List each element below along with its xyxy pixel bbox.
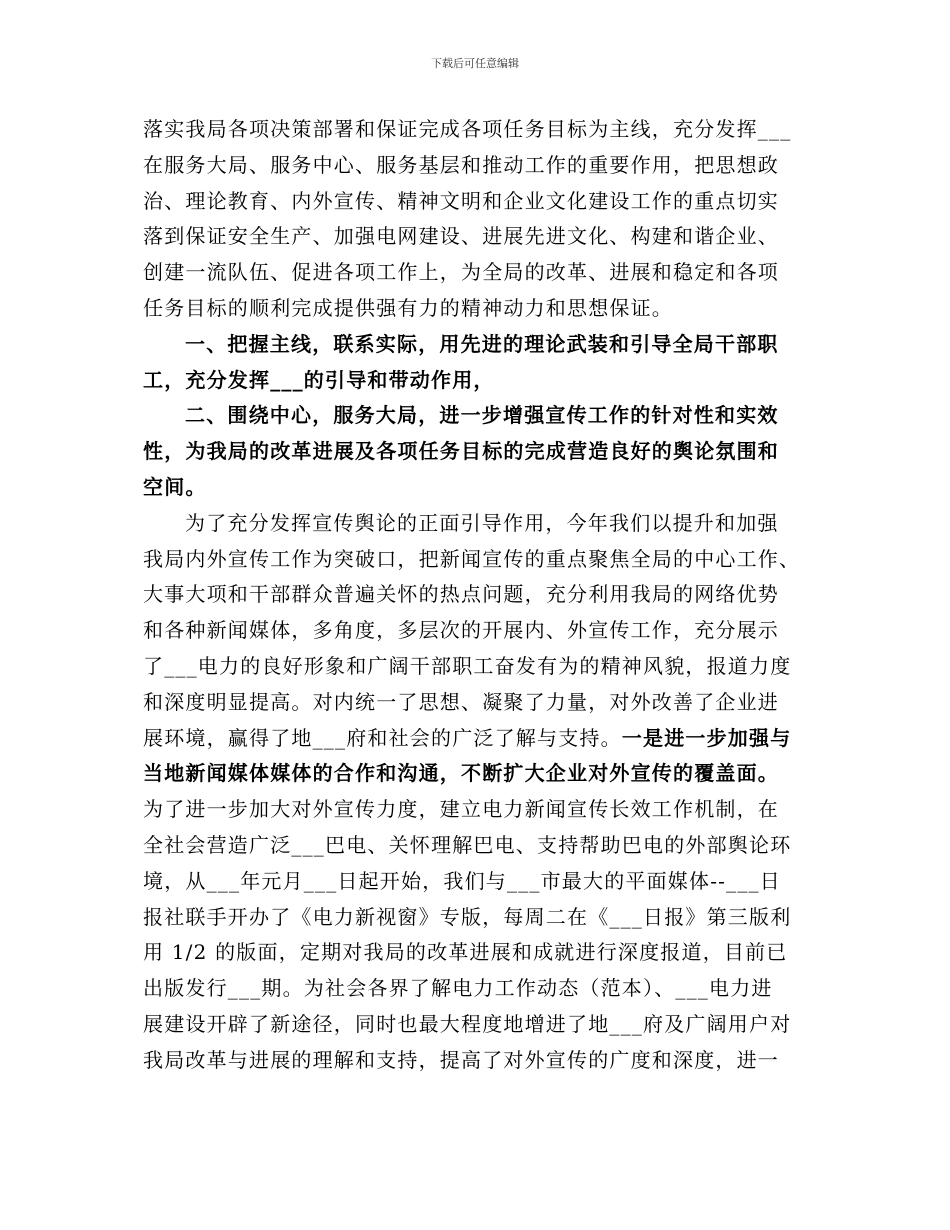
- paragraph-line: 境，从___年元月___日起开始，我们与___市最大的平面媒体--___日: [143, 868, 781, 893]
- paragraph-line: 展建设开辟了新途径，同时也最大程度地增进了地___府及广阔用户对: [143, 1011, 792, 1036]
- paragraph-line: 落到保证安全生产、加强电网建设、进展先进文化、构建和谐企业、: [143, 224, 779, 249]
- paragraph-line: 在服务大局、服务中心、服务基层和推动工作的重要作用，把思想政: [143, 152, 779, 177]
- paragraph-line: 为了充分发挥宣传舆论的正面引导作用，今年我们以提升和加强: [185, 510, 779, 535]
- paragraph-line: 任务目标的顺利完成提供强有力的精神动力和思想保证。: [143, 295, 673, 320]
- paragraph-line: 我局改革与进展的理解和支持，提高了对外宣传的广度和深度，进一: [143, 1047, 779, 1072]
- section-heading-1: 一、把握主线，联系实际，用先进的理论武装和引导全局干部职: [185, 331, 779, 356]
- paragraph-text: 展环境，赢得了地___府和社会的广泛了解与支持。: [143, 725, 622, 750]
- bold-lead-in-cont: 当地新闻媒体媒体的合作和沟通，不断扩大企业对外宣传的覆盖面。: [143, 761, 779, 786]
- paragraph-line: 创建一流队伍、促进各项工作上，为全局的改革、进展和稳定和各项: [143, 260, 779, 285]
- paragraph-line: 和各种新闻媒体，多角度，多层次的开展内、外宣传工作，充分展示: [143, 618, 779, 643]
- paragraph-line: 治、理论教育、内外宣传、精神文明和企业文化建设工作的重点切实: [143, 188, 779, 213]
- document-body: [143, 112, 811, 1079]
- page-header: 下载后可任意编辑: [431, 57, 519, 70]
- section-heading-2-cont: 空间。: [143, 474, 207, 499]
- paragraph-line: 和深度明显提高。对内统一了思想、凝聚了力量，对外改善了企业进: [143, 689, 779, 714]
- paragraph-line: 为了进一步加大对外宣传力度，建立电力新闻宣传长效工作机制，在: [143, 797, 779, 822]
- paragraph-line: 用 1/2 的版面，定期对我局的改革进展和成就进行深度报道，目前已: [143, 940, 788, 965]
- paragraph-line: 大事大项和干部群众普遍关怀的热点问题，充分利用我局的网络优势: [143, 582, 779, 607]
- section-heading-2: 二、围绕中心，服务大局，进一步增强宣传工作的针对性和实效: [185, 403, 779, 428]
- section-heading-1-cont: 工，充分发挥___的引导和带动作用，: [143, 367, 495, 392]
- paragraph-line: 了___电力的良好形象和广阔干部职工奋发有为的精神风貌，报道力度: [143, 653, 792, 678]
- paragraph-line: 全社会营造广泛___巴电、关怀理解巴电、支持帮助巴电的外部舆论环: [143, 832, 792, 857]
- paragraph-line: 报社联手开办了《电力新视窗》专版，每周二在《___日报》第三版利: [143, 904, 792, 929]
- bold-lead-in: 一是进一步加强与: [621, 725, 792, 750]
- paragraph-line-mixed: [143, 721, 811, 757]
- paragraph-line: 落实我局各项决策部署和保证完成各项任务目标为主线，充分发挥___: [143, 117, 792, 141]
- paragraph-line: 我局内外宣传工作为突破口，把新闻宣传的重点聚焦全局的中心工作、: [143, 546, 801, 571]
- paragraph-line: 出版发行___期。为社会各界了解电力工作动态（范本）、___电力进: [143, 976, 773, 1001]
- section-heading-2-cont: 性，为我局的改革进展及各项任务目标的完成营造良好的舆论氛围和: [143, 439, 779, 464]
